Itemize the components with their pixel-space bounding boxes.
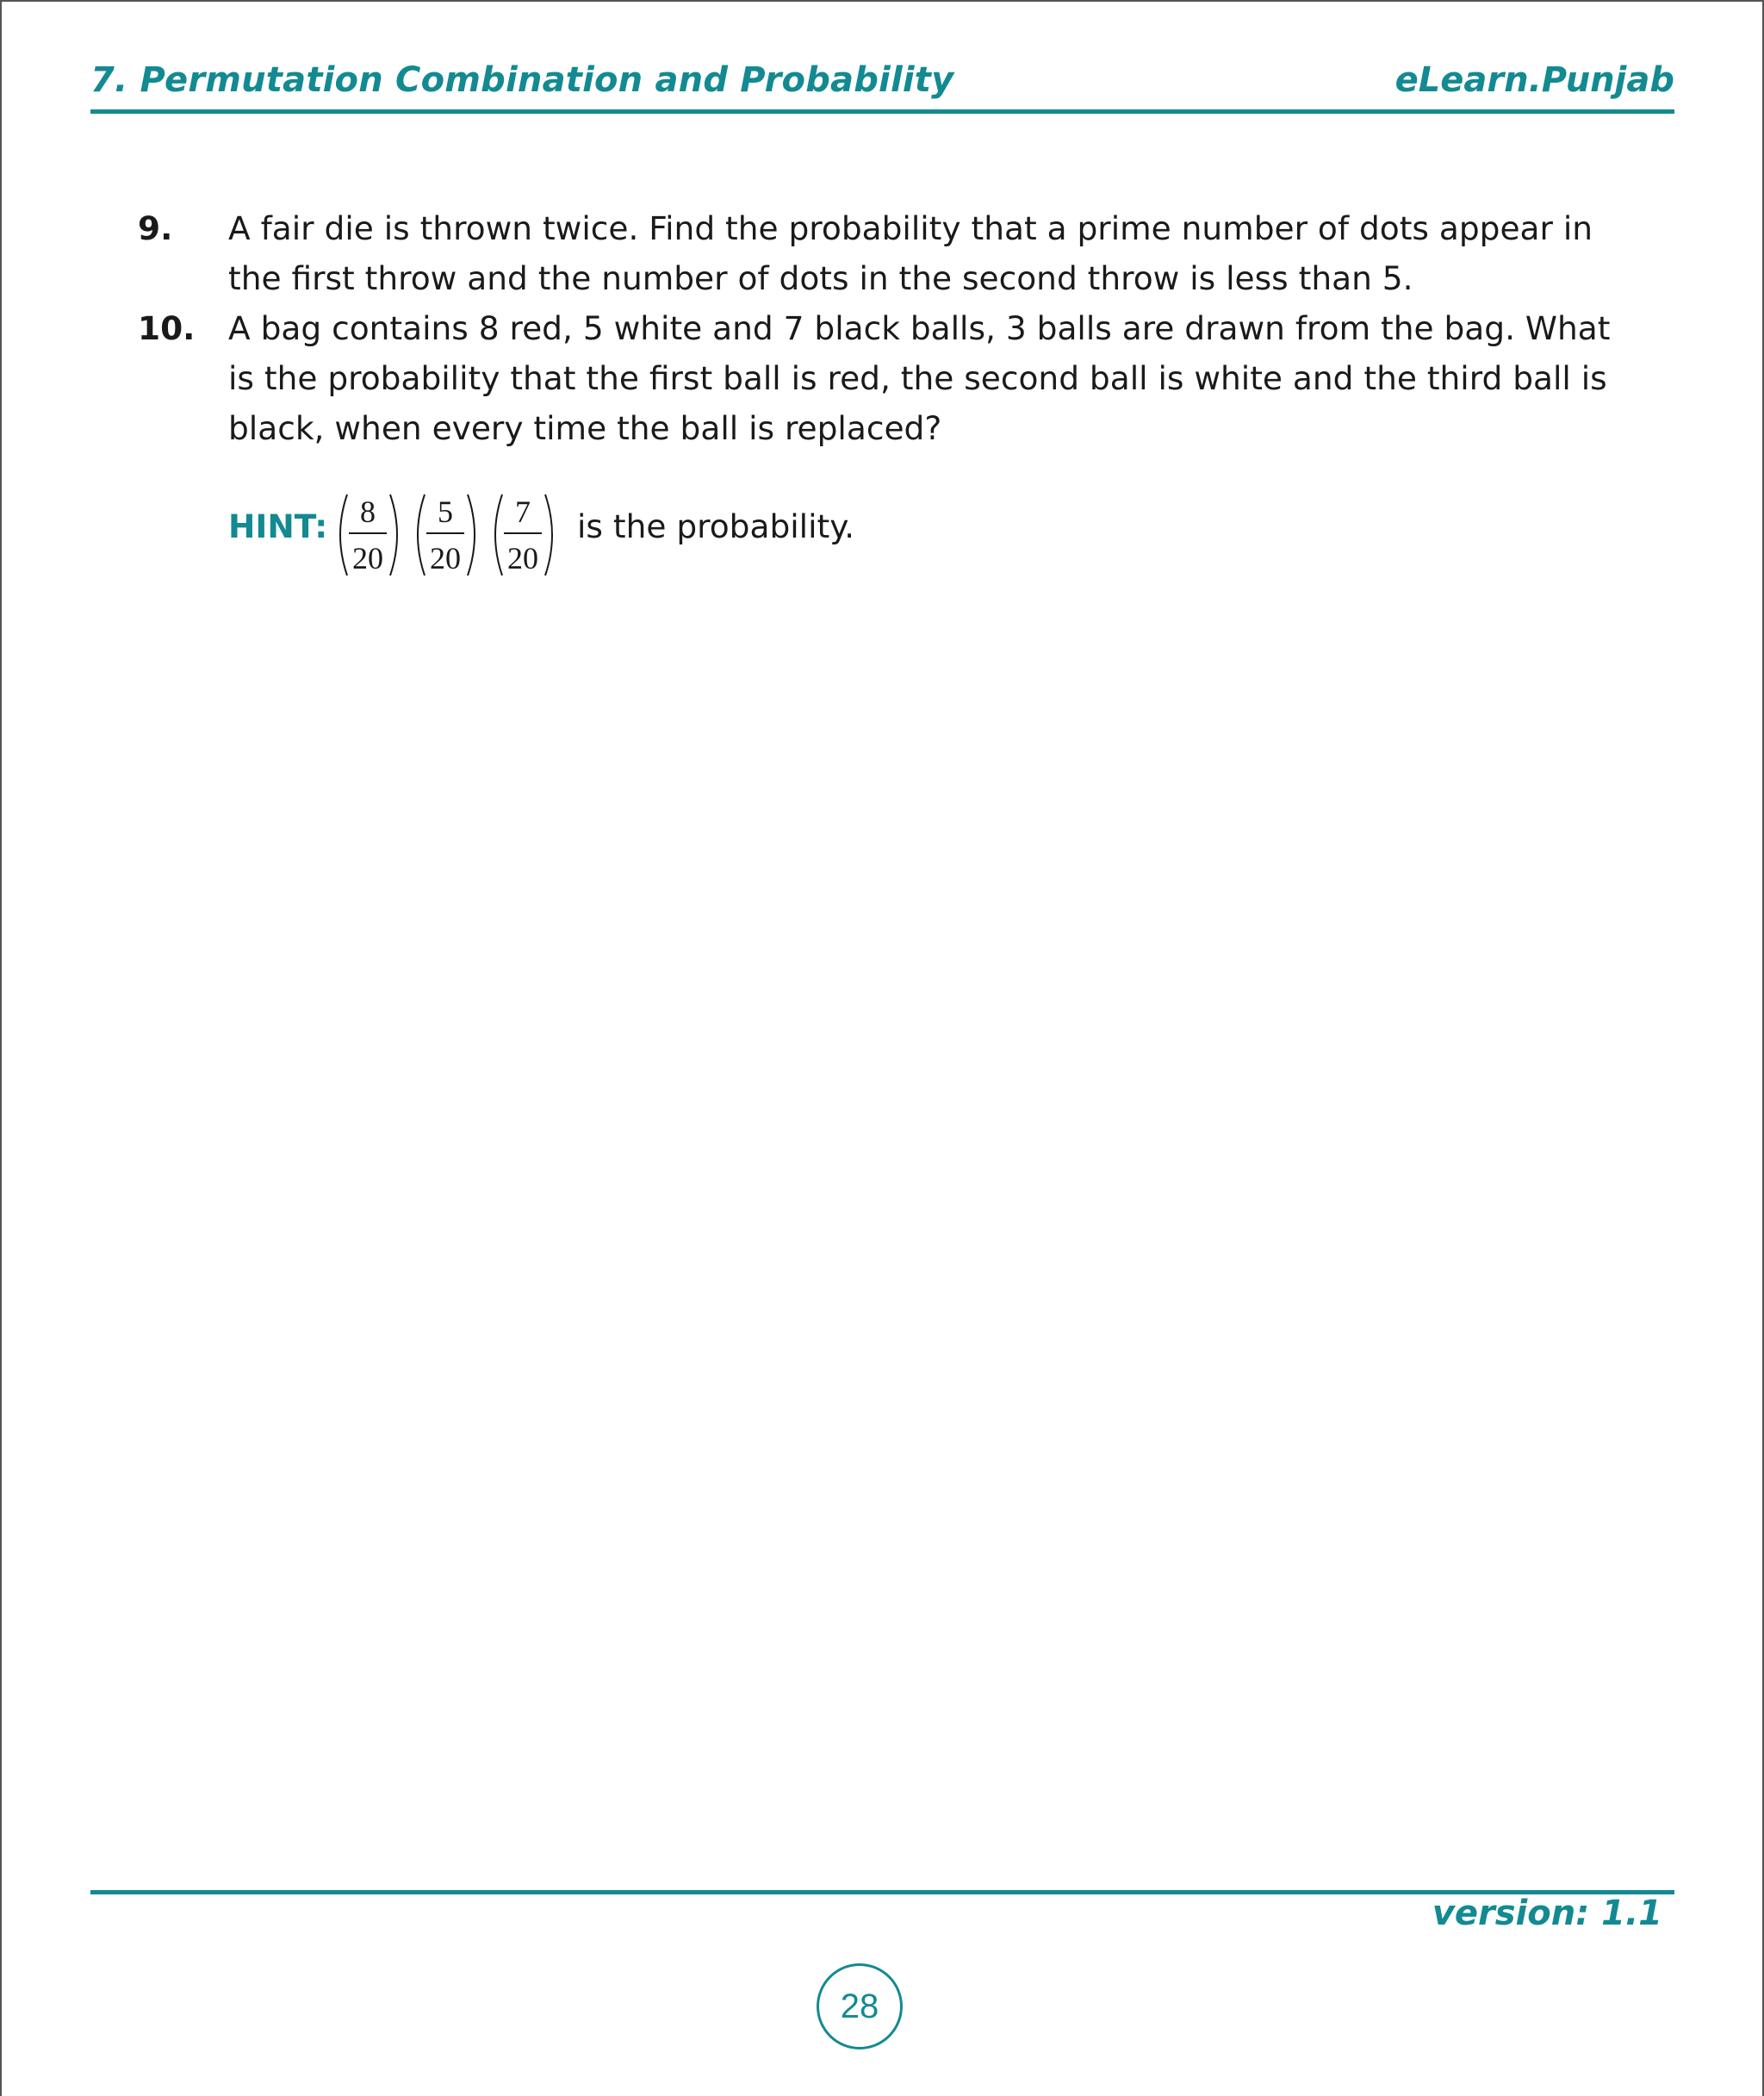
numerator: 7 [515,494,531,529]
brand-name: eLearn.Punjab [1394,60,1674,100]
page-header [90,60,1674,109]
header-divider [90,109,1674,114]
question-number: 10. [138,309,196,347]
right-paren [468,494,475,575]
hint [228,488,1003,582]
hint-label: HINT: [228,507,328,545]
left-paren [495,494,502,575]
denominator: 20 [352,541,383,575]
numerator: 8 [360,494,376,529]
question-number: 9. [138,209,173,247]
question-text: A fair die is thrown twice. Find the probability that a prime number of dots appear in the first throw and the number of dots in the second throw is less than 5. [228,209,1593,297]
denominator: 20 [430,541,461,575]
right-paren [545,494,552,575]
left-paren [340,494,347,575]
hint-tail-text: is the probability. [577,507,854,545]
question-text: A bag contains 8 red, 5 white and 7 black balls, 3 balls are drawn from the bag. What is the probability that the first ball is red, the second ball is white and the third ball is black, when every time the ball is replaced? [228,309,1611,447]
fraction-3 [495,494,552,575]
numerator: 5 [438,494,453,529]
fraction-2 [418,494,475,575]
fraction-1 [340,494,397,575]
version-label: version: 1.1 [1432,1894,1662,1933]
chapter-title: 7. Permutation Combination and Probability [90,60,954,100]
denominator: 20 [507,541,538,575]
right-paren [390,494,397,575]
left-paren [418,494,425,575]
page-number-badge: 28 [817,1963,903,2049]
